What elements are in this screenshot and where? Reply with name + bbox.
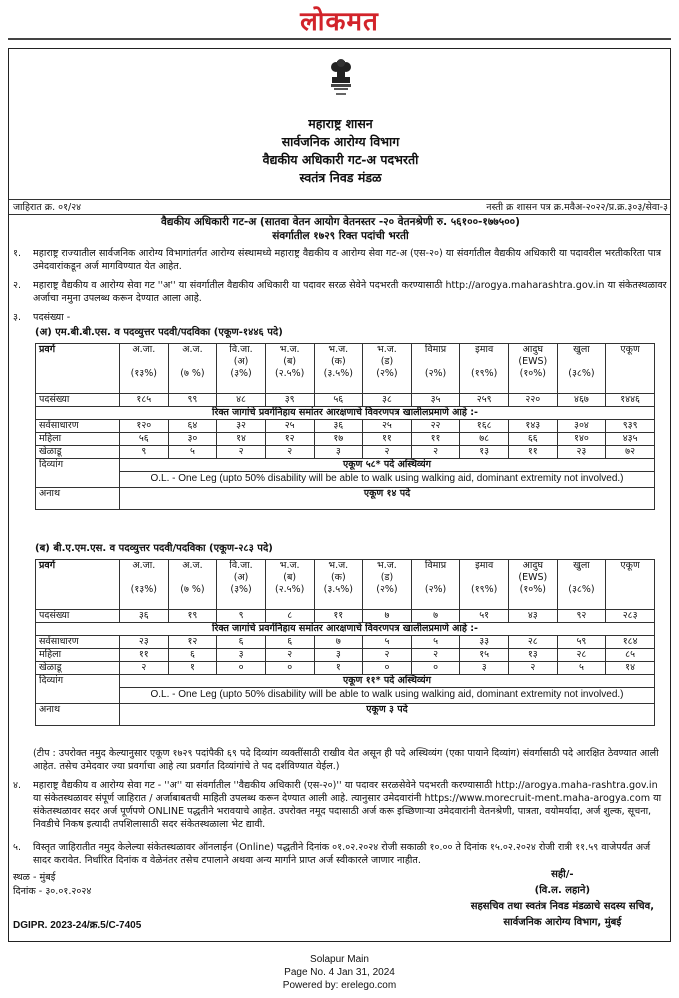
table-cell: ६६ xyxy=(509,433,558,446)
column-header: इमाव (१९%) xyxy=(460,344,509,394)
table-cell: एकूण ११* पदे अस्थिव्यंग xyxy=(120,675,655,688)
signature: सही/- xyxy=(551,869,574,880)
table-cell: ५६ xyxy=(314,394,363,407)
table-cell: ११ xyxy=(120,649,169,662)
table-cell: ९२ xyxy=(557,610,606,623)
table-cell: ३० xyxy=(168,433,217,446)
table-cell: ३९ xyxy=(265,394,314,407)
table-row xyxy=(36,394,655,407)
signatory-department: सार्वजनिक आरोग्य विभाग, मुंबई xyxy=(503,917,622,928)
column-header: वि.जा. (अ) (३%) xyxy=(217,560,266,610)
table-a-title: (अ) एम.बी.बी.एस. व पदव्युत्तर पदवी/पदविका (एकूण-१४४६ पदे) xyxy=(35,327,283,338)
table-row xyxy=(36,636,655,649)
file-reference: नस्ती क्र शासन पत्र क्र.मवैअ-२०२२/प्र.क्र.३०३/सेवा-३ xyxy=(486,202,668,213)
table-row xyxy=(36,407,655,420)
table-row xyxy=(36,704,655,726)
column-header: अ.जा. (१३%) xyxy=(120,560,169,610)
table-cell: ५६ xyxy=(120,433,169,446)
table-row xyxy=(36,446,655,459)
table-row xyxy=(36,472,655,488)
table-cell: ३५ xyxy=(411,394,460,407)
table-cell: २८ xyxy=(557,649,606,662)
table-cell: ० xyxy=(363,662,412,675)
table-cell: एकूण ३ पदे xyxy=(120,704,655,726)
column-header: अ.ज. (७ %) xyxy=(168,560,217,610)
table-cell: १ xyxy=(168,662,217,675)
table-b xyxy=(35,559,655,726)
powered-by: Powered by: erelego.com xyxy=(282,980,397,991)
table-cell: १७ xyxy=(314,433,363,446)
table-cell: ० xyxy=(265,662,314,675)
table-cell: ३ xyxy=(314,649,363,662)
table-cell: २८३ xyxy=(606,610,655,623)
table-cell: ११ xyxy=(411,433,460,446)
table-cell: १४ xyxy=(606,662,655,675)
edition-name: Solapur Main xyxy=(310,954,369,965)
signatory-designation: सहसचिव तथा स्वतंत्र निवड मंडळाचे सदस्य सचिव, xyxy=(470,901,654,912)
table-cell: एकूण ५८* पदे अस्थिव्यंग xyxy=(120,459,655,472)
column-header: खुला (३८%) xyxy=(557,560,606,610)
table-cell: १५ xyxy=(460,649,509,662)
table-cell: ५ xyxy=(363,636,412,649)
table-cell: ८५ xyxy=(606,649,655,662)
table-cell: ९९ xyxy=(168,394,217,407)
date: दिनांक - ३०.०१.२०२४ xyxy=(13,886,92,897)
column-header: आदुघ (EWS) (१०%) xyxy=(509,560,558,610)
table-cell: ५९ xyxy=(557,636,606,649)
header-line-2: सार्वजनिक आरोग्य विभाग xyxy=(281,134,400,149)
table-cell: ० xyxy=(217,662,266,675)
table-cell: O.L. - One Leg (upto 50% disability will be able to walk using walking aid, dominant extremity not involved.) xyxy=(120,472,655,488)
table-cell: ८ xyxy=(265,610,314,623)
column-header: विमाप्र (२%) xyxy=(411,344,460,394)
column-header: एकूण xyxy=(606,560,655,610)
post-title: वैद्यकीय अधिकारी गट-अ (सातवा वेतन आयोग वेतनस्तर -२० वेतनश्रेणी रु. ५६१००-१७७५००) xyxy=(161,216,520,228)
table-cell: १८५ xyxy=(120,394,169,407)
header-line-4: स्वतंत्र निवड मंडळ xyxy=(299,170,382,185)
table-cell: २३ xyxy=(120,636,169,649)
table-cell: १८४ xyxy=(606,636,655,649)
table-cell: २२० xyxy=(509,394,558,407)
signatory xyxy=(471,867,654,931)
table-row xyxy=(36,420,655,433)
table-cell: अनाथ xyxy=(36,488,120,510)
advertisement xyxy=(8,48,671,942)
table-cell: ४३५ xyxy=(606,433,655,446)
table-cell: २ xyxy=(265,649,314,662)
table-cell: ५१ xyxy=(460,610,509,623)
table-row xyxy=(36,560,655,610)
table-cell: ५ xyxy=(411,636,460,649)
table-cell: १३ xyxy=(509,649,558,662)
table-cell: ११ xyxy=(314,610,363,623)
header-line-3: वैद्यकीय अधिकारी गट-अ पदभरती xyxy=(262,152,419,167)
table-cell: खेळाडू xyxy=(36,446,120,459)
table-cell: २ xyxy=(120,662,169,675)
table-row xyxy=(36,688,655,704)
masthead-rule xyxy=(8,38,671,40)
table-cell: O.L. - One Leg (upto 50% disability will be able to walk using walking aid, dominant extremity not involved.) xyxy=(120,688,655,704)
table-cell: अनाथ xyxy=(36,704,120,726)
signatory-name: (वि.ल. लहाने) xyxy=(534,885,591,896)
point-1: १. महाराष्ट्र राज्यातील सार्वजनिक आरोग्य विभागांतर्गत आरोग्य संस्थामध्ये महाराष्ट्र वैद्यकीय व आरोग्य सेवा गट-अ (एस-२०) या संवर्गातील वैद्यकीय अधिकारी या पदावरील भरतीकरिता पात्र उमेदवारांकडून अर्ज मागविण्यात येत आहेत. xyxy=(13,248,662,272)
table-cell: २ xyxy=(411,649,460,662)
header-line-1: महाराष्ट्र शासन xyxy=(308,116,373,131)
table-cell: ० xyxy=(411,662,460,675)
table-cell: ६४ xyxy=(168,420,217,433)
table-cell: १६८ xyxy=(460,420,509,433)
tip-note: (टीप : उपरोक्त नमुद केल्यानुसार एकूण १७२९ पदांपैकी ६९ पदे दिव्यांग व्यक्तींसाठी राखीव येत असून ही पदे अस्थिव्यंग (एका पायाने दिव्यांग) संवर्गासाठी पदे आरक्षित ठेवण्यात आली आहेत. तसेच उमेदवार ज्या प्रवर्गाचा आहे त्या प्रवर्गात दिव्यांगांचे ते पद दर्शविण्यात येईल.) xyxy=(33,748,659,772)
table-cell: रिक्त जागांचे प्रवर्गनिहाय समांतर आरक्षणाचे विवरणपत्र खालीलप्रमाणे आहे :- xyxy=(36,407,655,420)
column-header: भ.ज. (ड) (२%) xyxy=(363,344,412,394)
table-cell: १४० xyxy=(557,433,606,446)
table-cell: ६ xyxy=(265,636,314,649)
table-cell: ९३९ xyxy=(606,420,655,433)
table-cell: रिक्त जागांचे प्रवर्गनिहाय समांतर आरक्षणाचे विवरणपत्र खालीलप्रमाणे आहे :- xyxy=(36,623,655,636)
table-cell: ४८ xyxy=(217,394,266,407)
table-cell: ३ xyxy=(460,662,509,675)
table-cell: ७२ xyxy=(606,446,655,459)
table-cell: १४४६ xyxy=(606,394,655,407)
table-cell: ३ xyxy=(314,446,363,459)
table-cell: महिला xyxy=(36,433,120,446)
vacancy-title: संवर्गातील १७२९ रिक्त पदांची भरती xyxy=(272,230,409,242)
point-5: ५. विस्तृत जाहिरातीत नमुद केलेल्या संकेतस्थळावर ऑनलाईन (Online) पद्धतीने दिनांक ०१.०२.२०२४ रोजी सकाळी १०.०० ते दिनांक १५.०२.२०२४ रोजी रात्री ११.५९ वाजेपर्यंत अर्ज सादर करावेत. निर्धारित दिनांक व वेळेनंतर तसेच टपालाने अथवा अन्य मार्गाने प्राप्त अर्ज स्वीकारले जाणार नाहीत. xyxy=(13,842,651,866)
table-cell: ३८ xyxy=(363,394,412,407)
table-cell: ११ xyxy=(363,433,412,446)
table-cell: महिला xyxy=(36,649,120,662)
table-cell: ७ xyxy=(363,610,412,623)
table-cell: २ xyxy=(363,649,412,662)
column-header: भ.ज. (ड) (२%) xyxy=(363,560,412,610)
point-2: २. महाराष्ट्र वैद्यकीय व आरोग्य सेवा गट ''अ'' या संवर्गातील वैद्यकीय अधिकारी या पदावर सरळ सेवेने पदभरती करण्यासाठी http://arogya.maharashtra.gov.in या संकेतस्थळावर अर्जाचा नमुना उपलब्ध करून देण्यात आला आहे. xyxy=(13,280,667,304)
table-cell: ३६ xyxy=(314,420,363,433)
table-cell: २५९ xyxy=(460,394,509,407)
column-header: इमाव (१९%) xyxy=(460,560,509,610)
category-header: प्रवर्ग xyxy=(36,560,120,610)
column-header: विमाप्र (२%) xyxy=(411,560,460,610)
table-cell: ३२ xyxy=(217,420,266,433)
table-cell: ७ xyxy=(314,636,363,649)
table-cell: २ xyxy=(509,662,558,675)
table-cell: ११ xyxy=(509,446,558,459)
column-header: भ.ज. (क) (३.५%) xyxy=(314,560,363,610)
table-row xyxy=(36,649,655,662)
table-a xyxy=(35,343,655,510)
table-cell: ३६ xyxy=(120,610,169,623)
table-cell: ९ xyxy=(120,446,169,459)
point-3: ३. पदसंख्या - xyxy=(13,312,71,323)
reference-row xyxy=(9,199,671,215)
table-cell: सर्वसाधारण xyxy=(36,636,120,649)
table-row xyxy=(36,433,655,446)
table-cell: १९ xyxy=(168,610,217,623)
column-header: एकूण xyxy=(606,344,655,394)
newspaper-logo: लोकमत xyxy=(300,7,379,37)
table-cell: १२ xyxy=(168,636,217,649)
table-cell: १२० xyxy=(120,420,169,433)
table-cell: २५ xyxy=(265,420,314,433)
table-cell: २८ xyxy=(509,636,558,649)
point-4: ४. महाराष्ट्र वैद्यकीय व आरोग्य सेवा गट - ''अ'' या संवर्गातील ''वैद्यकीय अधिकारी (एस-२०)'' या पदावर सरळसेवेने पदभरती करण्यासाठी http://arogya.maha-rashtra.gov.in या संकेतस्थळावर संपूर्ण जाहिरात / अर्जाबाबतची माहिती उपलब्ध करून देण्यात आली आहे. त्यानुसार उमेदवारांनी https://www.morecruit-ment.maha-arogya.com या संकेतस्थळावर सदर अर्ज पूर्णपणे ONLINE पद्धतीने भरावयाचे आहेत. उपरोक्त नमूद पदासाठी अर्ज करू इच्छिणाऱ्या उमेदवारांनी वेतनश्रेणी, पात्रता, वयोमर्यादा, अर्ज शुल्क, सूचना, निवडीचे निकष इत्यादी तपशिलासाठी सदर संकेतस्थळाला भेट द्यावी. xyxy=(13,780,662,830)
table-cell: १ xyxy=(314,662,363,675)
table-cell: २ xyxy=(265,446,314,459)
table-cell: २ xyxy=(363,446,412,459)
table-cell: ३०४ xyxy=(557,420,606,433)
advertisement-number: जाहिरात क्र. ०१/२४ xyxy=(13,202,82,213)
table-row xyxy=(36,344,655,394)
table-cell: ४३ xyxy=(509,610,558,623)
table-cell: १२ xyxy=(265,433,314,446)
issuing-authority xyxy=(9,115,671,187)
table-cell: ४६७ xyxy=(557,394,606,407)
table-row xyxy=(36,662,655,675)
table-cell: पदसंख्या xyxy=(36,610,120,623)
table-row xyxy=(36,459,655,472)
category-header: प्रवर्ग xyxy=(36,344,120,394)
place-date xyxy=(13,871,91,899)
table-row xyxy=(36,623,655,636)
column-header: खुला (३८%) xyxy=(557,344,606,394)
table-cell: सर्वसाधारण xyxy=(36,420,120,433)
dgipr-code: DGIPR. 2023-24/क्र.5/C-7405 xyxy=(13,920,142,931)
column-header: भ.ज. (क) (३.५%) xyxy=(314,344,363,394)
table-cell: ९ xyxy=(217,610,266,623)
place: स्थळ - मुंबई xyxy=(13,872,56,883)
column-header: आदुघ (EWS) (१०%) xyxy=(509,344,558,394)
masthead xyxy=(0,0,679,42)
table-cell: एकूण १४ पदे xyxy=(120,488,655,510)
column-header: अ.जा. (१३%) xyxy=(120,344,169,394)
table-b-title: (ब) बी.ए.एम.एस. व पदव्युत्तर पदवी/पदविका (एकूण-२८३ पदे) xyxy=(35,543,273,554)
column-header: अ.ज. (७ %) xyxy=(168,344,217,394)
table-cell: ३ xyxy=(217,649,266,662)
table-cell: ७ xyxy=(411,610,460,623)
column-header: भ.ज. (ब) (२.५%) xyxy=(265,344,314,394)
table-row xyxy=(36,610,655,623)
table-cell: ५ xyxy=(557,662,606,675)
table-cell: १४३ xyxy=(509,420,558,433)
table-row xyxy=(36,488,655,510)
table-cell: २५ xyxy=(363,420,412,433)
table-cell: ६ xyxy=(217,636,266,649)
table-cell: १३ xyxy=(460,446,509,459)
column-header: वि.जा. (अ) (३%) xyxy=(217,344,266,394)
table-cell: २ xyxy=(217,446,266,459)
table-cell: २३ xyxy=(557,446,606,459)
table-cell: दिव्यांग xyxy=(36,675,120,704)
table-cell: खेळाडू xyxy=(36,662,120,675)
column-header: भ.ज. (ब) (२.५%) xyxy=(265,560,314,610)
table-cell: २ xyxy=(411,446,460,459)
table-cell: दिव्यांग xyxy=(36,459,120,488)
page-info: Page No. 4 Jan 31, 2024 xyxy=(284,967,395,978)
table-cell: ५ xyxy=(168,446,217,459)
table-cell: पदसंख्या xyxy=(36,394,120,407)
table-cell: ७८ xyxy=(460,433,509,446)
table-cell: ३३ xyxy=(460,636,509,649)
table-row xyxy=(36,675,655,688)
state-emblem-icon xyxy=(327,57,355,107)
table-cell: २२ xyxy=(411,420,460,433)
table-cell: १४ xyxy=(217,433,266,446)
table-cell: ६ xyxy=(168,649,217,662)
